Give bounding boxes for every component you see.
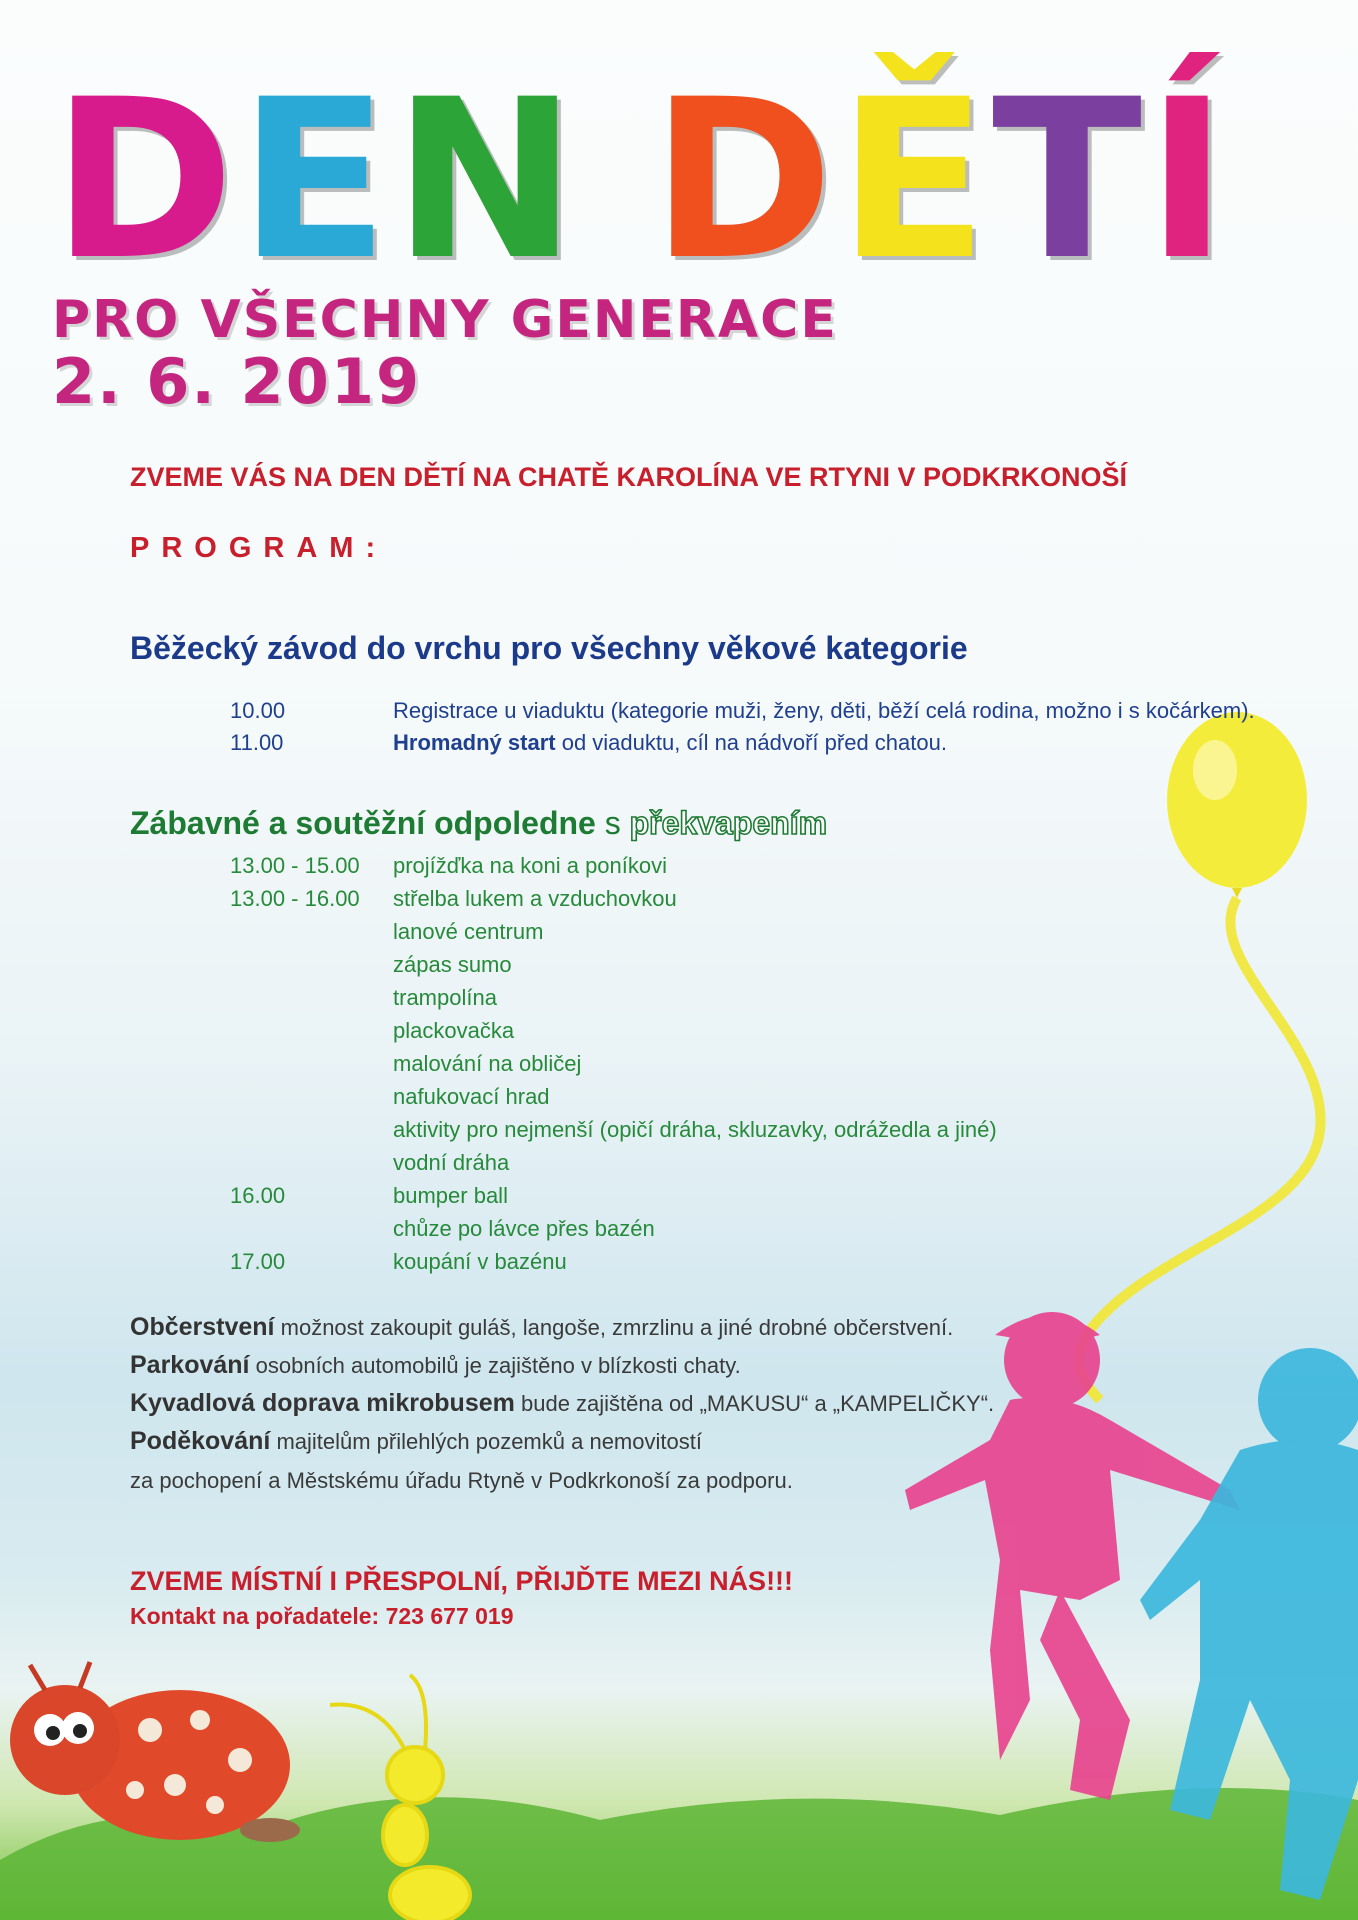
schedule-row bbox=[230, 1047, 581, 1080]
schedule-text: malování na obličej bbox=[393, 1051, 582, 1076]
schedule-row bbox=[230, 727, 947, 759]
schedule-time: 13.00 - 15.00 bbox=[230, 853, 360, 878]
schedule-text: od viaduktu, cíl na nádvoří před chatou. bbox=[555, 730, 947, 755]
contact-info: Kontakt na pořadatele: 723 677 019 bbox=[130, 1603, 514, 1629]
title-letter: D bbox=[52, 52, 239, 308]
schedule-time: 11.00 bbox=[230, 730, 284, 755]
info-line bbox=[130, 1351, 741, 1380]
invite-text: ZVEME VÁS NA DEN DĚTÍ NA CHATĚ KAROLÍNA VE RTYNI V PODKRKONOŠÍ bbox=[130, 462, 1128, 492]
schedule-row bbox=[230, 1146, 509, 1179]
schedule-text: vodní dráha bbox=[393, 1150, 510, 1175]
schedule-time: 13.00 - 16.00 bbox=[230, 886, 360, 911]
info-line bbox=[130, 1313, 953, 1342]
title-letter: Í bbox=[1146, 52, 1232, 308]
schedule-row bbox=[230, 1014, 514, 1047]
info-text: majitelům přilehlých pozemků a nemovitostí bbox=[270, 1429, 702, 1454]
afternoon-heading bbox=[130, 805, 827, 842]
ladybug-icon bbox=[10, 1662, 300, 1842]
schedule-time: 16.00 bbox=[230, 1183, 286, 1208]
info-text: bude zajištěna od „MAKUSU“ a „KAMPELIČKY“. bbox=[514, 1391, 995, 1416]
schedule-row bbox=[230, 1080, 550, 1113]
schedule-row bbox=[230, 948, 512, 981]
schedule-row bbox=[230, 1212, 655, 1245]
event-date: 2. 6. 2019 bbox=[52, 345, 422, 418]
title-letter: T bbox=[991, 52, 1147, 308]
schedule-row bbox=[230, 981, 497, 1014]
info-line bbox=[130, 1389, 994, 1418]
info-line bbox=[130, 1466, 793, 1495]
title-letter: Ě bbox=[837, 52, 992, 308]
afternoon-heading-surprise: překvapením bbox=[629, 805, 828, 841]
subtitle: PRO VŠECHNY GENERACE bbox=[52, 290, 838, 350]
schedule-text: Registrace u viaduktu (kategorie muži, ženy, děti, běží celá rodina, možno i s kočárkem). bbox=[393, 698, 1255, 723]
schedule-text: bumper ball bbox=[393, 1183, 508, 1208]
schedule-time: 17.00 bbox=[230, 1249, 286, 1274]
title-letter: N bbox=[392, 52, 582, 308]
title-letter: D bbox=[651, 52, 838, 308]
schedule-text: projížďka na koni a poníkovi bbox=[393, 853, 668, 878]
schedule-text: chůze po lávce přes bazén bbox=[393, 1216, 655, 1241]
schedule-row bbox=[230, 1179, 508, 1212]
info-bold: Kyvadlová doprava mikrobusem bbox=[130, 1389, 515, 1417]
schedule-text: zápas sumo bbox=[393, 952, 512, 977]
balloon-icon bbox=[1079, 712, 1320, 1400]
race-heading: Běžecký závod do vrchu pro všechny věkové kategorie bbox=[130, 630, 968, 666]
schedule-text: střelba lukem a vzduchovkou bbox=[393, 886, 677, 911]
afternoon-heading-text: Zábavné a soutěžní odpoledne bbox=[130, 805, 596, 841]
schedule-row bbox=[230, 695, 1255, 727]
schedule-row bbox=[230, 849, 667, 882]
schedule-text: aktivity pro nejmenší (opičí dráha, skluzavky, odrážedla a jiné) bbox=[393, 1117, 997, 1142]
schedule-row bbox=[230, 1113, 997, 1146]
info-bold: Parkování bbox=[130, 1351, 250, 1379]
info-bold: Občerstvení bbox=[130, 1313, 275, 1341]
schedule-text: koupání v bazénu bbox=[393, 1249, 567, 1274]
title-letter: E bbox=[238, 52, 393, 308]
schedule-bold: Hromadný start bbox=[393, 730, 556, 755]
schedule-text: trampolína bbox=[393, 985, 497, 1010]
schedule-text: plackovačka bbox=[393, 1018, 515, 1043]
call-to-action: ZVEME MÍSTNÍ I PŘESPOLNÍ, PŘIJĎTE MEZI NÁS!!! bbox=[130, 1566, 794, 1596]
afternoon-heading-s: s bbox=[604, 805, 621, 841]
schedule-row bbox=[230, 1245, 567, 1278]
schedule-text: nafukovací hrad bbox=[393, 1084, 550, 1109]
info-text: za pochopení a Městskému úřadu Rtyně v Podkrkonoší za podporu. bbox=[130, 1468, 793, 1493]
schedule-row bbox=[230, 882, 677, 915]
info-line bbox=[130, 1427, 702, 1456]
info-text: možnost zakoupit guláš, langoše, zmrzlinu a jiné drobné občerstvení. bbox=[274, 1315, 954, 1340]
info-text: osobních automobilů je zajištěno v blízkosti chaty. bbox=[249, 1353, 741, 1378]
schedule-row bbox=[230, 915, 543, 948]
info-bold: Poděkování bbox=[130, 1427, 271, 1455]
schedule-text: lanové centrum bbox=[393, 919, 544, 944]
main-title bbox=[52, 52, 1232, 308]
program-label: PROGRAM: bbox=[130, 532, 388, 564]
schedule-time: 10.00 bbox=[230, 698, 286, 723]
